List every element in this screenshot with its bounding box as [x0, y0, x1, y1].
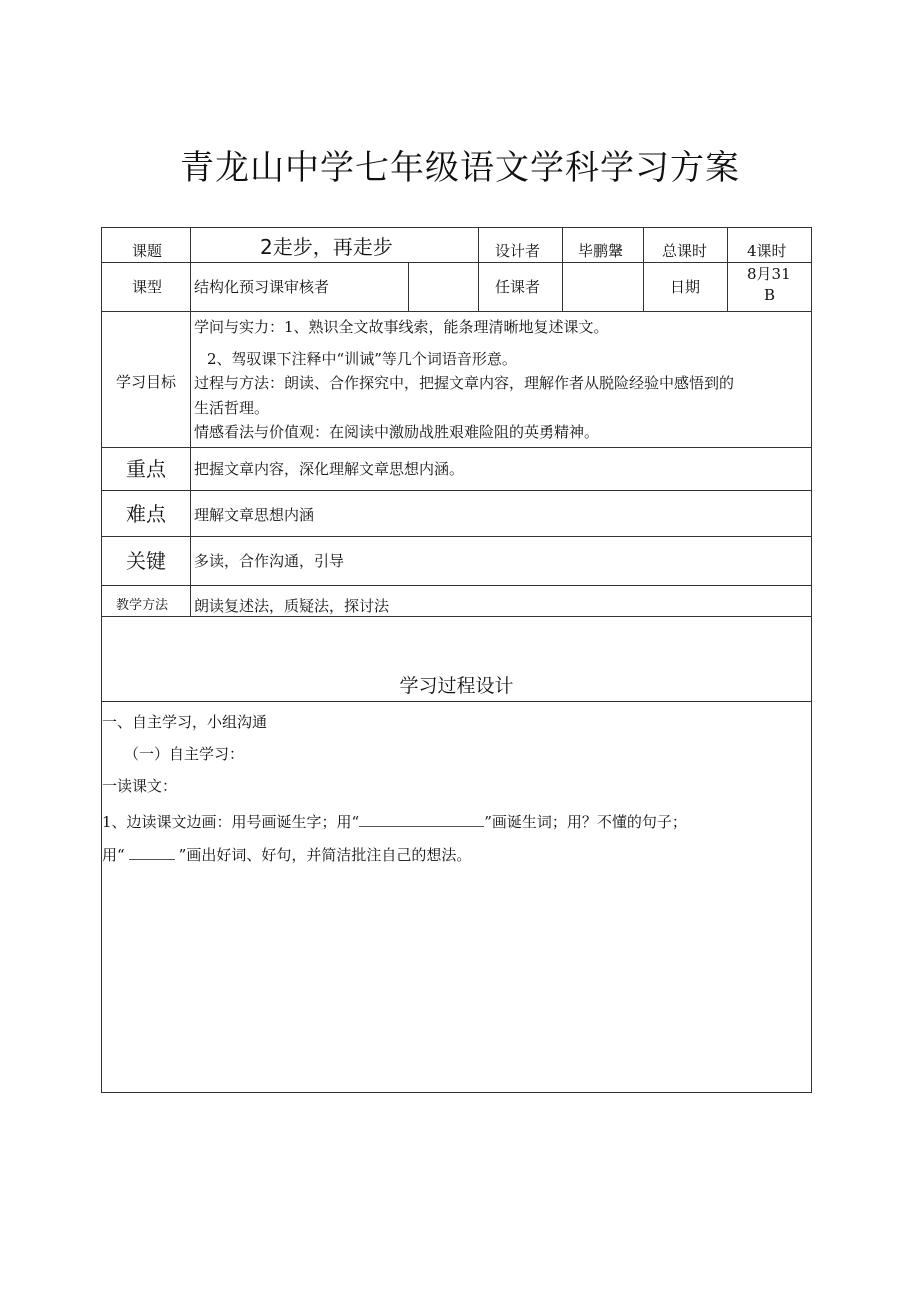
process-line: 一、自主学习，小组沟通 — [102, 713, 268, 731]
goals-line: 2、驾驭课下注释中“训诫”等几个词语音形意。 — [207, 350, 517, 368]
process-line: 一读课文： — [102, 777, 178, 795]
process-line-part: ”画出好词、好句，并简洁批注自己的想法。 — [178, 846, 472, 864]
key-point-text: 把握文章内容，深化理解文章思想内涵。 — [194, 460, 465, 478]
row-divider — [102, 447, 811, 448]
row-divider — [102, 262, 811, 263]
process-line-part: 用“ — [102, 846, 125, 864]
key-label: 关键 — [126, 549, 166, 573]
column-divider — [478, 228, 479, 311]
teacher-label: 任课者 — [495, 278, 541, 296]
process-line-part: 1、边读课文边画：用号画诞生字；用“ — [102, 813, 360, 831]
goals-line: 过程与方法：朗读、合作探究中，把握文章内容，理解作者从脱险经验中感悟到的 — [194, 374, 735, 392]
total-hours-label: 总课时 — [662, 242, 708, 260]
column-divider — [727, 228, 728, 311]
goals-line: 生活哲理。 — [194, 399, 270, 417]
difficulty-text: 理解文章思想内涵 — [194, 506, 315, 524]
difficulty-label: 难点 — [126, 502, 166, 526]
row-divider — [102, 490, 811, 491]
lesson-plan-table — [101, 227, 812, 1093]
row-divider — [102, 701, 811, 702]
column-divider — [190, 228, 191, 616]
method-text: 朗读复述法，质疑法，探讨法 — [194, 597, 390, 615]
row-divider — [102, 311, 811, 312]
row-divider — [102, 585, 811, 586]
underline-blank — [129, 847, 175, 860]
key-text: 多读，合作沟通，引导 — [194, 552, 345, 570]
lesson-title: 2走步，再走步 — [260, 235, 393, 259]
date-value-line1: 8月31 — [747, 265, 791, 283]
goals-label: 学习目标 — [116, 373, 177, 391]
row-divider — [102, 616, 811, 617]
column-divider — [408, 262, 409, 311]
designer-name: 毕鹏鞶 — [578, 242, 624, 260]
goals-line: 学问与实力：1、熟识全文故事线索，能条理清晰地复述课文。 — [194, 318, 609, 336]
process-line-part: ”画诞生词；用？不懂的句子； — [484, 813, 687, 831]
designer-label: 设计者 — [495, 242, 541, 260]
total-hours-value: 4课时 — [747, 242, 787, 260]
underline-blank — [359, 814, 484, 827]
column-divider — [643, 228, 644, 311]
page-title: 青龙山中学七年级语文学科学习方案 — [180, 148, 740, 188]
key-point-label: 重点 — [126, 457, 166, 481]
date-label: 日期 — [670, 278, 701, 296]
process-line — [102, 845, 471, 865]
column-divider — [562, 228, 563, 311]
lesson-type-label: 课型 — [132, 278, 163, 296]
process-line — [102, 812, 687, 832]
lesson-title-label: 课题 — [132, 242, 163, 260]
date-value-line2: B — [764, 286, 776, 304]
goals-line: 情感看法与价值观：在阅读中激励战胜艰难险阻的英勇精神。 — [194, 423, 600, 441]
method-label: 教学方法 — [116, 598, 169, 613]
process-heading: 学习过程设计 — [399, 675, 514, 697]
lesson-type-value: 结构化预习课审核者 — [194, 278, 330, 296]
row-divider — [102, 536, 811, 537]
process-line: （一）自主学习： — [124, 745, 245, 763]
